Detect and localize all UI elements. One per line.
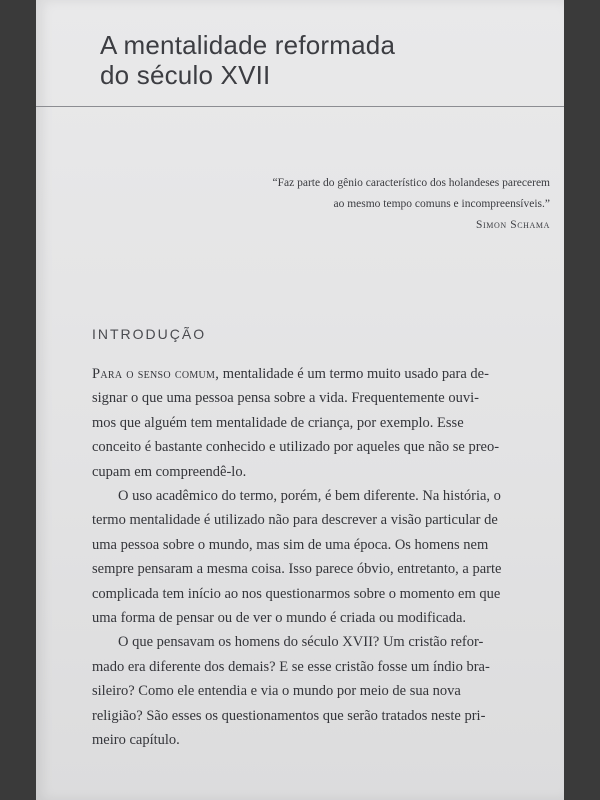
paragraph-2 <box>92 484 562 630</box>
paragraph-line: O uso acadêmico do termo, porém, é bem diferente. Na história, o <box>118 488 501 505</box>
paragraph-line: uma pessoa sobre o mundo, mas sim de uma época. Os homens nem <box>92 536 489 553</box>
paragraph-line: sileiro? Como ele entendia e via o mundo por meio de sua nova <box>92 683 461 700</box>
paragraph-line: O que pensavam os homens do século XVII? Um cristão refor- <box>118 634 484 651</box>
paragraph-line: mos que alguém tem mentalidade de criança, por exemplo. Esse <box>92 414 464 431</box>
paragraph-line: mado era diferente dos demais? E se esse cristão fosse um índio bra- <box>92 658 490 675</box>
paragraph-line <box>92 362 562 386</box>
paragraph-line: signar o que uma pessoa pensa sobre a vida. Frequentemente ouvi- <box>92 390 479 407</box>
paragraph-line: uma forma de pensar ou de ver o mundo é criada ou modificada. <box>92 610 467 627</box>
body-text <box>92 362 562 753</box>
chapter-title-line-2: do século XVII <box>100 60 271 90</box>
paragraph-line: sempre pensaram a mesma coisa. Isso parece óbvio, entretanto, a parte <box>92 561 502 578</box>
epigraph <box>176 173 550 236</box>
paragraph-line: cupam em compreendê-lo. <box>92 463 247 480</box>
chapter-title <box>100 30 395 90</box>
book-page <box>36 0 564 800</box>
paragraph-line: termo mentalidade é utilizado não para descrever a visão particular de <box>92 512 498 529</box>
paragraph-line: meiro capítulo. <box>92 732 180 749</box>
paragraph-line: complicada tem início ao nos questionarmos sobre o momento em que <box>92 585 501 602</box>
epigraph-line-2: ao mesmo tempo comuns e incompreensíveis.” <box>333 198 550 210</box>
title-divider <box>36 106 564 107</box>
paragraph-lead: Para o senso comum, <box>92 366 220 382</box>
paragraph-line: religião? São esses os questionamentos que serão tratados neste pri- <box>92 707 486 724</box>
chapter-title-line-1: A mentalidade reformada <box>100 30 396 60</box>
paragraph-line-text: mentalidade é um termo muito usado para de- <box>219 366 489 382</box>
paragraph-3 <box>92 630 562 752</box>
section-heading: INTRODUÇÃO <box>92 326 207 342</box>
paragraph-line: conceito é bastante conhecido e utilizado por aqueles que não se preo- <box>92 439 500 456</box>
paragraph-1 <box>92 362 562 484</box>
epigraph-attribution: Simon Schama <box>476 219 550 231</box>
epigraph-line-1: “Faz parte do gênio característico dos holandeses parecerem <box>272 177 550 189</box>
